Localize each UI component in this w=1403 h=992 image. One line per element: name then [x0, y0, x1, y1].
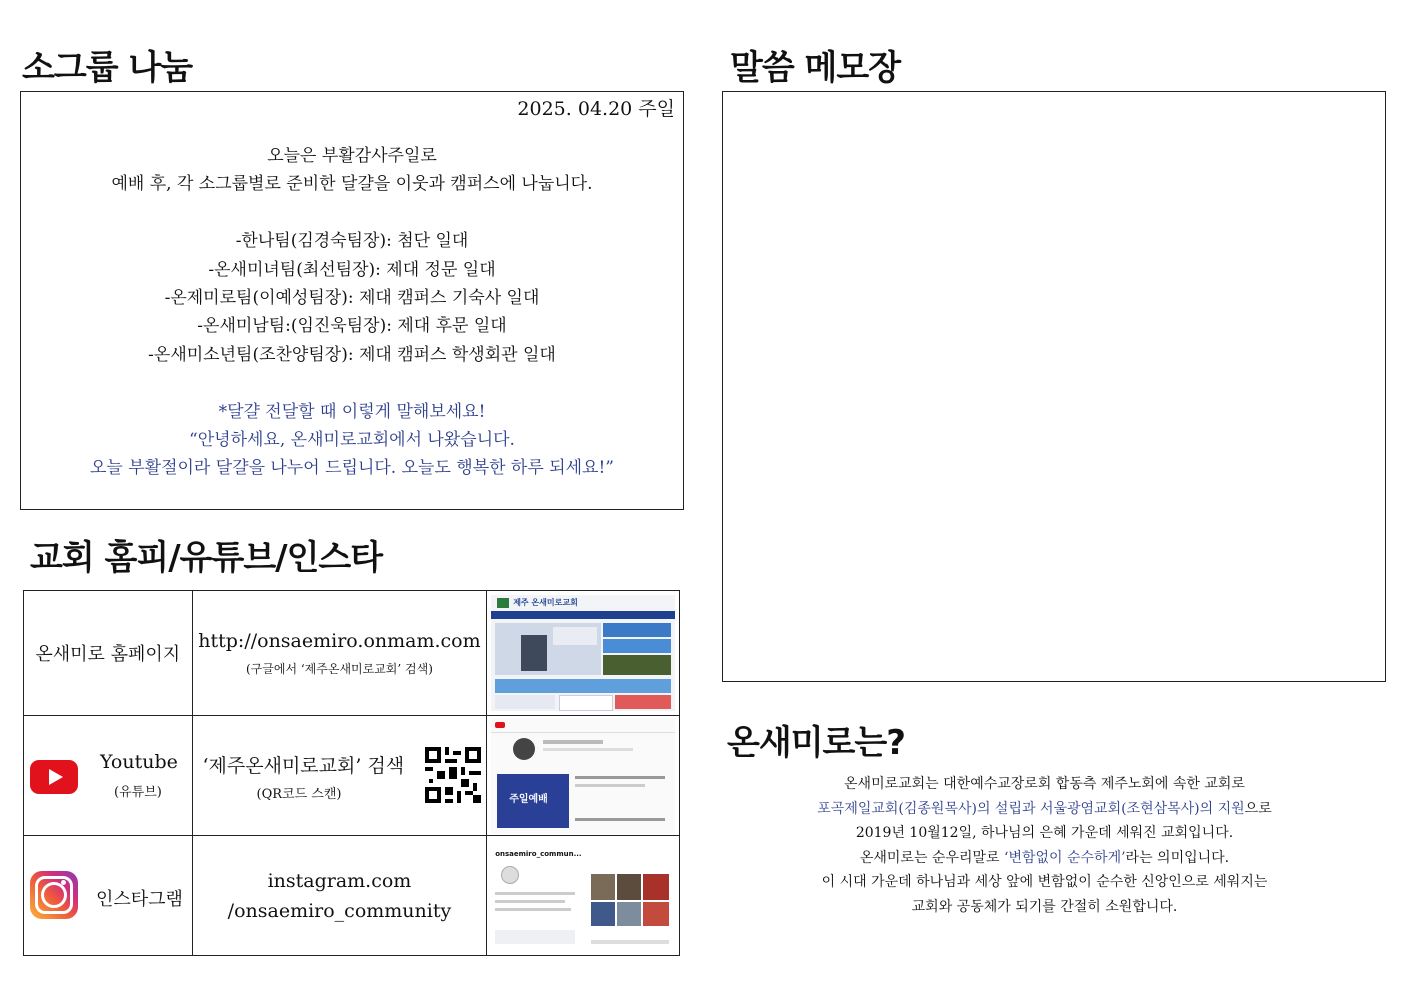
youtube-name-cell	[24, 716, 193, 836]
instagram-thumbnail-cell	[487, 836, 680, 956]
church-logo-icon	[497, 598, 509, 608]
about-line-2-highlight: 포곡제일교회(김종원목사)의 설립과 서울광염교회(조현삼목사)의 지원	[817, 800, 1245, 817]
links-heading: 교회 홈피/유튜브/인스타	[30, 538, 383, 578]
youtube-logo-icon	[30, 760, 78, 794]
youtube-screenshot-thumbnail	[491, 718, 675, 834]
homepage-screenshot-thumbnail	[491, 595, 675, 711]
tip-line-3: 오늘 부활절이라 달걀을 나누어 드립니다. 오늘도 행복한 하루 되세요!”	[90, 458, 614, 479]
homepage-url-cell[interactable]	[192, 591, 487, 716]
team-line: -온새미녀팀(최선팀장): 제대 정문 일대	[208, 259, 496, 280]
youtube-thumb-title: 주일예배	[509, 793, 548, 805]
about-line-2	[723, 797, 1366, 822]
instagram-thumb-title: onsaemiro_commun...	[495, 849, 582, 858]
instagram-url-line-2[interactable]: /onsaemiro_community	[227, 899, 452, 922]
instagram-screenshot-thumbnail	[491, 840, 675, 952]
tip-line-1: *달걀 전달할 때 이렇게 말해보세요!	[218, 401, 486, 422]
about-line-5: 이 시대 가운데 하나님과 세상 앞에 변함없이 순수한 신앙인으로 세워지는	[821, 874, 1268, 891]
homepage-thumb-title: 제주 온새미로교회	[513, 598, 578, 607]
about-line-4-highlight: ‘변함없이 순수하게’	[1004, 849, 1126, 866]
about-line-2-tail: 으로	[1244, 800, 1272, 817]
instagram-logo-icon	[30, 871, 78, 919]
homepage-url-link[interactable]: http://onsaemiro.onmam.com	[198, 629, 481, 652]
homepage-name-cell	[24, 591, 193, 716]
about-line-6: 교회와 공동체가 되기를 간절히 소원합니다.	[911, 898, 1178, 915]
bulletin-date: 2025. 04.20 주일	[517, 98, 675, 120]
memo-heading: 말씀 메모장	[730, 48, 901, 88]
tip-line-2: “안녕하세요, 온새미로교회에서 나왔습니다.	[189, 430, 515, 451]
youtube-search-text[interactable]: ‘제주온새미로교회’ 검색	[202, 754, 405, 777]
about-line-4	[723, 846, 1366, 871]
qr-code-icon[interactable]	[425, 747, 481, 803]
about-line-3: 2019년 10월12일, 하나님의 은혜 가운데 세워진 교회입니다.	[855, 825, 1234, 842]
qr-scan-note: (QR코드 스캔)	[256, 786, 342, 802]
team-line: -온새미남팀:(임진욱팀장): 제대 후문 일대	[197, 316, 507, 337]
team-line: -온제미로팀(이예성팀장): 제대 캠퍼스 기숙사 일대	[164, 288, 540, 309]
youtube-name: Youtube	[100, 750, 178, 773]
about-text	[723, 772, 1366, 920]
memo-box[interactable]	[722, 91, 1386, 682]
homepage-thumbnail-cell	[487, 591, 680, 716]
about-heading: 온새미로는?	[727, 723, 905, 763]
youtube-thumbnail-cell	[487, 716, 680, 836]
instagram-name-cell	[24, 836, 193, 956]
intro-line-1: 오늘은 부활감사주일로	[267, 146, 437, 166]
links-table	[23, 590, 680, 956]
about-line-4-b: 라는 의미입니다.	[1125, 849, 1230, 866]
about-line-1: 온새미로교회는 대한예수교장로회 합동측 제주노회에 속한 교회로	[844, 776, 1245, 792]
team-line: -온새미소년팀(조찬양팀장): 제대 캠퍼스 학생회관 일대	[148, 344, 556, 365]
instagram-name: 인스타그램	[96, 888, 183, 910]
instagram-url-line-1[interactable]: instagram.com	[267, 869, 412, 892]
homepage-search-note: (구글에서 ‘제주온새미로교회’ 검색)	[245, 661, 433, 676]
youtube-sub-label: (유튜브)	[114, 784, 162, 800]
about-line-4-a: 온새미로는 순우리말로	[859, 849, 1004, 866]
small-group-heading: 소그룹 나눔	[22, 48, 193, 88]
intro-line-2: 예배 후, 각 소그룹별로 준비한 달걀을 이웃과 캠퍼스에 나눕니다.	[111, 174, 593, 195]
team-line: -한나팀(김경숙팀장): 첨단 일대	[235, 231, 469, 252]
homepage-name: 온새미로 홈페이지	[35, 644, 181, 665]
youtube-search-cell[interactable]	[192, 716, 487, 836]
instagram-url-cell[interactable]	[192, 836, 487, 956]
small-group-box	[20, 91, 684, 510]
